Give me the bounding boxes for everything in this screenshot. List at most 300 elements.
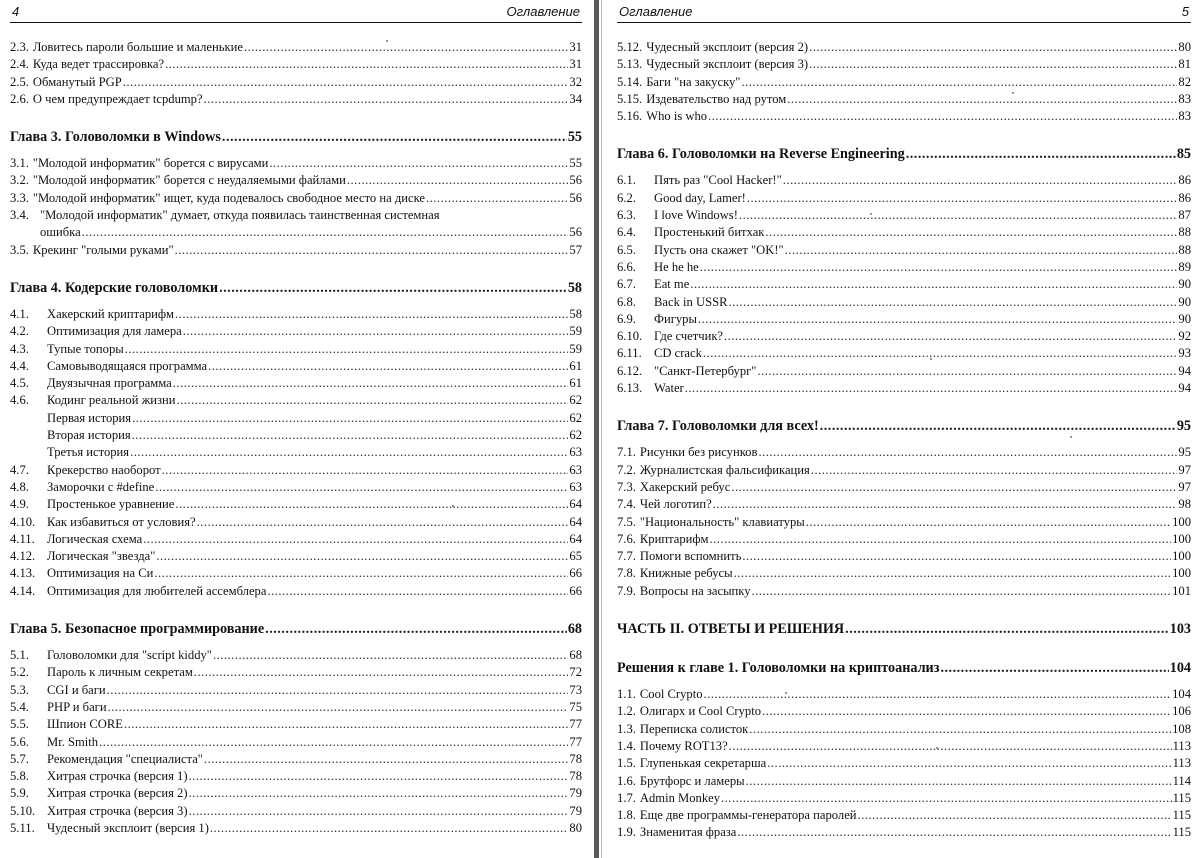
dot-leader: [154, 565, 568, 582]
entry-page: 87: [1178, 208, 1191, 223]
entry-number: 4.7.: [10, 462, 29, 477]
entry-title: Back in USSR: [654, 294, 728, 309]
toc-entry[interactable]: [10, 751, 582, 768]
entry-title: He he he: [654, 259, 699, 274]
entry-page: 98: [1178, 497, 1191, 512]
entry-number: 7.9.: [617, 583, 636, 598]
part-title: ЧАСТЬ II. ОТВЕТЫ И РЕШЕНИЯ: [617, 621, 845, 638]
entry-page: 93: [1178, 346, 1191, 361]
running-head: [617, 0, 1191, 23]
toc-entry[interactable]: [10, 306, 582, 323]
dot-leader: [713, 496, 1178, 513]
toc-entry[interactable]: [617, 91, 1191, 108]
toc-entry[interactable]: [10, 514, 582, 531]
toc-entry[interactable]: [10, 664, 582, 681]
entry-page: 72: [569, 665, 582, 680]
dot-leader: [213, 647, 568, 664]
dot-leader: [690, 276, 1177, 293]
entry-title: PHP и баги: [47, 699, 107, 714]
entry-page: 101: [1172, 583, 1191, 598]
toc-entry[interactable]: [617, 56, 1191, 73]
toc-entry[interactable]: [617, 721, 1191, 738]
entry-page: 94: [1178, 381, 1191, 396]
entry-title: Water: [654, 381, 684, 396]
entry-number: 6.12.: [617, 363, 643, 378]
toc-entry[interactable]: [10, 375, 582, 392]
entry-page: 31: [569, 40, 582, 54]
entry-number: 6.6.: [617, 259, 636, 274]
toc-entry[interactable]: [10, 785, 582, 802]
toc-entry[interactable]: [617, 311, 1191, 328]
entry-title: Логическая "звезда": [47, 549, 156, 564]
toc-entry[interactable]: [617, 108, 1191, 125]
toc-entry[interactable]: [10, 358, 582, 375]
entry-number: 5.16.: [617, 109, 643, 124]
entry-title: Заморочки с #define: [47, 479, 155, 494]
entry-page: 115: [1172, 790, 1191, 805]
entry-title: Оптимизация на Си: [47, 566, 154, 581]
chapter-title: Глава 6. Головоломки на Reverse Engineering: [617, 146, 905, 163]
entry-number: 1.5.: [617, 756, 636, 771]
entry-page: 56: [569, 190, 582, 205]
entry-number: 4.8.: [10, 479, 29, 494]
toc-entry[interactable]: [10, 531, 582, 548]
dot-leader: [762, 703, 1171, 720]
dot-leader: [210, 820, 569, 837]
toc-entry[interactable]: [617, 363, 1191, 380]
entry-number: 6.2.: [617, 190, 636, 205]
running-title: Оглавление: [506, 4, 580, 19]
toc-entry[interactable]: [10, 323, 582, 340]
toc-entry[interactable]: [10, 548, 582, 565]
entry-page: 61: [569, 358, 582, 373]
entry-page: 34: [569, 91, 582, 106]
page-number: 4: [12, 4, 20, 19]
entry-number: 5.4.: [10, 699, 29, 714]
entry-title: Рекомендация "специалиста": [47, 751, 203, 766]
dot-leader: [265, 619, 567, 639]
entry-number: 5.5.: [10, 717, 29, 732]
entry-page: 86: [1178, 173, 1191, 188]
entry-page: 77: [569, 734, 582, 749]
dot-leader: [703, 345, 1178, 362]
entry-page: 104: [1172, 687, 1191, 702]
entry-number: 5.11.: [10, 820, 35, 835]
toc-entry[interactable]: [617, 548, 1191, 565]
entry-title: Тупые топоры: [47, 341, 124, 356]
toc-entry[interactable]: [617, 190, 1191, 207]
entry-page: 62: [569, 393, 582, 408]
right-page: [607, 0, 1199, 858]
toc-entry[interactable]: [617, 259, 1191, 276]
toc-entry[interactable]: [10, 74, 582, 91]
dot-leader: [757, 363, 1177, 380]
dot-leader: [698, 311, 1177, 328]
entry-title: CD crack: [654, 346, 702, 361]
entry-title: Admin Monkey: [639, 790, 720, 805]
entry-page: 94: [1178, 363, 1191, 378]
entry-title: Простенькое уравнение: [47, 497, 175, 512]
chapter-heading[interactable]: [10, 127, 582, 147]
entry-page: 106: [1172, 704, 1191, 719]
chapter-title: Глава 7. Головоломки для всех!: [617, 418, 819, 435]
toc-entry[interactable]: [617, 444, 1191, 461]
toc-entry[interactable]: [617, 773, 1191, 790]
entry-title: Вторая история: [47, 428, 131, 443]
dot-leader: [132, 410, 568, 427]
dot-leader: [709, 531, 1171, 548]
dot-leader: [124, 716, 568, 733]
dot-leader: [204, 91, 569, 108]
toc-entry[interactable]: [10, 56, 582, 73]
entry-page: 90: [1178, 277, 1191, 292]
solutions-heading[interactable]: [617, 658, 1191, 678]
toc-entry[interactable]: [617, 755, 1191, 772]
entry-page: 59: [569, 324, 582, 339]
entry-title: Криптарифм: [639, 531, 709, 546]
entry-number: 7.3.: [617, 479, 636, 494]
entry-title: CGI и баги: [47, 682, 106, 697]
toc-entry[interactable]: [10, 647, 582, 664]
entry-page: 63: [569, 479, 582, 494]
dot-leader: [347, 172, 569, 189]
entry-number: 1.4.: [617, 738, 636, 753]
entry-page: 100: [1172, 531, 1191, 546]
scan-speck: [930, 358, 932, 360]
toc-entry[interactable]: [10, 172, 582, 189]
entry-page: 115: [1172, 808, 1191, 823]
toc-entry[interactable]: [10, 583, 582, 600]
scan-speck: [870, 213, 872, 215]
entry-page: 103: [1169, 621, 1191, 638]
entry-number: 6.5.: [617, 242, 636, 257]
toc-entry[interactable]: [10, 341, 582, 358]
entry-number: 4.6.: [10, 393, 29, 408]
entry-number: 3.3.: [10, 190, 29, 205]
entry-title: Книжные ребусы: [639, 566, 733, 581]
entry-page: 62: [569, 410, 582, 425]
dot-leader: [731, 479, 1177, 496]
dot-leader: [177, 392, 569, 409]
entry-page: 89: [1178, 259, 1191, 274]
entry-number: 1.9.: [617, 825, 636, 840]
entry-title: Глупенькая секретарша: [639, 756, 767, 771]
dot-leader: [108, 699, 569, 716]
entry-title: Крекинг "голыми руками": [32, 242, 174, 257]
entry-number: 2.5.: [10, 74, 29, 89]
entry-page: 80: [569, 820, 582, 835]
entry-number: 5.15.: [617, 91, 643, 106]
toc-subentry[interactable]: [10, 444, 582, 461]
entry-title-continued: ошибка: [40, 225, 81, 240]
entry-title: Переписка солисток: [639, 721, 749, 736]
entry-number: 5.13.: [617, 57, 643, 72]
toc-entry[interactable]: [617, 479, 1191, 496]
entry-page: 79: [569, 786, 582, 801]
toc-entry[interactable]: [10, 190, 582, 207]
entry-number: 1.3.: [617, 721, 636, 736]
entry-title: "Национальность" клавиатуры: [639, 514, 805, 529]
toc-subentry[interactable]: [10, 427, 582, 444]
entry-title: Логическая схема: [47, 531, 143, 546]
toc-entry[interactable]: [617, 824, 1191, 841]
entry-title: Хитрая строчка (версия 2): [47, 786, 188, 801]
chapter-heading[interactable]: [617, 416, 1191, 436]
entry-page: 75: [569, 699, 582, 714]
dot-leader: [704, 686, 1172, 703]
entry-number: 5.6.: [10, 734, 29, 749]
entry-page: 79: [569, 803, 582, 818]
entry-page: 108: [1172, 721, 1191, 736]
entry-title: Чудесный эксплоит (версия 3): [646, 57, 809, 72]
toc-entry[interactable]: [10, 734, 582, 751]
toc-entry[interactable]: [617, 345, 1191, 362]
dot-leader: [175, 242, 569, 259]
dot-leader: [752, 583, 1172, 600]
toc-entry[interactable]: [10, 392, 582, 409]
dot-leader: [155, 479, 568, 496]
dot-leader: [82, 224, 569, 241]
entry-number: 3.2.: [10, 173, 29, 188]
toc-entry[interactable]: [617, 565, 1191, 582]
running-title: Оглавление: [619, 4, 693, 19]
part-heading[interactable]: [617, 619, 1191, 639]
entry-page: 114: [1172, 773, 1191, 788]
chapter-heading[interactable]: [10, 278, 582, 298]
entry-title: Оптимизация для любителей ассемблера: [47, 583, 267, 598]
entry-title: Самовыводящаяся программа: [47, 358, 208, 373]
entry-page: 66: [569, 583, 582, 598]
dot-leader: [729, 738, 1172, 755]
toc-entry[interactable]: [10, 699, 582, 716]
toc-entry[interactable]: [617, 207, 1191, 224]
toc-entry[interactable]: [10, 565, 582, 582]
dot-leader: [197, 514, 569, 531]
entry-number: 4.9.: [10, 497, 29, 512]
toc-entry[interactable]: [10, 207, 582, 242]
entry-page: 86: [1178, 190, 1191, 205]
dot-leader: [269, 155, 568, 172]
entry-page: 56: [569, 225, 582, 240]
chapter-title: Глава 3. Головоломки в Windows: [10, 129, 221, 146]
toc-entry[interactable]: [10, 242, 582, 259]
entry-title: Первая история: [47, 410, 132, 425]
book-gutter: [592, 0, 607, 858]
entry-page: 82: [1178, 74, 1191, 89]
entry-page: 88: [1178, 225, 1191, 240]
entry-page: 97: [1178, 479, 1191, 494]
dot-leader: [809, 56, 1177, 73]
toc-entry[interactable]: [10, 496, 582, 513]
entry-title: Где счетчик?: [654, 329, 724, 344]
entry-title: Чудесный эксплоит (версия 2): [646, 40, 809, 54]
dot-leader: [189, 785, 569, 802]
toc-entry[interactable]: [10, 39, 582, 56]
dot-leader: [219, 278, 567, 298]
entry-page: 55: [569, 156, 582, 171]
toc-entry[interactable]: [617, 583, 1191, 600]
entry-page: 57: [569, 242, 582, 257]
entry-page: 90: [1178, 311, 1191, 326]
entry-number: 1.7.: [617, 790, 636, 805]
toc-entry[interactable]: [617, 242, 1191, 259]
entry-number: 2.6.: [10, 91, 29, 106]
dot-leader: [721, 790, 1172, 807]
chapter-heading[interactable]: [617, 144, 1191, 164]
toc-entry[interactable]: [617, 328, 1191, 345]
toc-entry[interactable]: [10, 768, 582, 785]
entry-number: 5.8.: [10, 769, 29, 784]
dot-leader: [734, 565, 1172, 582]
entry-number: 5.2.: [10, 665, 29, 680]
entry-number: 6.9.: [617, 311, 636, 326]
chapter-title: Глава 4. Кодерские головоломки: [10, 279, 219, 296]
toc-entry[interactable]: [617, 496, 1191, 513]
dot-leader: [204, 751, 568, 768]
entry-number: 5.14.: [617, 74, 643, 89]
entry-title: Пароль к личным секретам: [47, 665, 193, 680]
entry-number: 3.4.: [10, 208, 29, 223]
toc-entry[interactable]: [617, 276, 1191, 293]
entry-number: 4.14.: [10, 583, 36, 598]
entry-number: 7.6.: [617, 531, 636, 546]
toc-entry[interactable]: [617, 531, 1191, 548]
entry-title: Издевательство над рутом: [646, 91, 787, 106]
entry-page: 113: [1172, 738, 1191, 753]
toc-entry[interactable]: [617, 74, 1191, 91]
entry-number: 6.10.: [617, 329, 643, 344]
toc-entry[interactable]: [10, 479, 582, 496]
toc-entry[interactable]: [10, 820, 582, 837]
toc-entry[interactable]: [617, 224, 1191, 241]
dot-leader: [132, 427, 569, 444]
entry-title: Who is who: [646, 109, 708, 124]
dot-leader: [123, 74, 569, 91]
dot-leader: [685, 380, 1178, 397]
toc-entry[interactable]: [617, 686, 1191, 703]
dot-leader: [806, 514, 1171, 531]
entry-number: 4.10.: [10, 514, 36, 529]
chapter-heading[interactable]: [10, 619, 582, 639]
entry-page: 100: [1172, 566, 1191, 581]
dot-leader: [708, 108, 1177, 125]
entry-page: 58: [567, 279, 582, 296]
entry-page: 73: [569, 682, 582, 697]
entry-page: 65: [569, 549, 582, 564]
dot-leader: [728, 294, 1177, 311]
dot-leader: [724, 328, 1177, 345]
chapter-title: Решения к главе 1. Головоломки на криптоанализ: [617, 660, 940, 677]
entry-number: 5.1.: [10, 648, 29, 663]
entry-title: Хакерский криптарифм: [47, 306, 175, 321]
toc-entry[interactable]: [617, 462, 1191, 479]
toc-entry[interactable]: [617, 172, 1191, 189]
entry-page: 68: [567, 621, 582, 638]
entry-title: Третья история: [47, 445, 130, 460]
entry-number: 4.4.: [10, 358, 29, 373]
entry-title: Фигуры: [654, 311, 697, 326]
dot-leader: [811, 462, 1178, 479]
toc-entry[interactable]: [10, 155, 582, 172]
entry-title: Куда ведет трассировка?: [32, 57, 165, 72]
entry-page: 66: [569, 566, 582, 581]
entry-title: О чем предупреждает tcpdump?: [32, 91, 203, 106]
dot-leader: [749, 721, 1171, 738]
toc-entry[interactable]: [10, 682, 582, 699]
dot-leader: [173, 375, 569, 392]
dot-leader: [783, 172, 1178, 189]
toc-entry[interactable]: [617, 738, 1191, 755]
entry-title: Хитрая строчка (версия 3): [47, 803, 188, 818]
entry-page: 63: [569, 462, 582, 477]
toc-entry[interactable]: [10, 716, 582, 733]
entry-number: 5.7.: [10, 751, 29, 766]
entry-title: Еще две программы-генератора паролей: [639, 808, 857, 823]
entry-title: "Молодой информатик" думает, откуда появилась таинственная системная: [40, 208, 440, 223]
entry-number: 1.6.: [617, 773, 636, 788]
toc-subentry[interactable]: [10, 410, 582, 427]
entry-number: 4.2.: [10, 324, 29, 339]
entry-number: 7.2.: [617, 462, 636, 477]
entry-number: 7.7.: [617, 549, 636, 564]
dot-leader: [130, 444, 568, 461]
entry-number: 7.5.: [617, 514, 636, 529]
toc-entry[interactable]: [10, 803, 582, 820]
entry-title: Eat me: [654, 277, 690, 292]
entry-page: 115: [1172, 825, 1191, 840]
toc-entry[interactable]: [10, 91, 582, 108]
entry-page: 95: [1176, 418, 1191, 435]
entry-title: Журналистская фальсификация: [639, 462, 810, 477]
entry-title: Брутфорс и ламеры: [639, 773, 745, 788]
entry-page: 61: [569, 376, 582, 391]
dot-leader: [156, 548, 568, 565]
toc-entry[interactable]: [617, 703, 1191, 720]
toc-entry[interactable]: [617, 294, 1191, 311]
dot-leader: [737, 824, 1171, 841]
entry-title: Хакерский ребус: [639, 479, 731, 494]
toc-entry[interactable]: [617, 380, 1191, 397]
entry-number: 1.2.: [617, 704, 636, 719]
dot-leader: [785, 242, 1178, 259]
toc-entry[interactable]: [617, 790, 1191, 807]
toc-entry[interactable]: [10, 462, 582, 479]
toc-entry[interactable]: [617, 807, 1191, 824]
entry-title: "Молодой информатик" борется с вирусами: [32, 156, 269, 171]
entry-title: Чей логотип?: [639, 497, 712, 512]
entry-number: 6.3.: [617, 208, 636, 223]
toc-entry[interactable]: [617, 39, 1191, 56]
entry-title: Баги "на закуску": [646, 74, 741, 89]
entry-page: 64: [569, 514, 582, 529]
entry-page: 81: [1178, 57, 1191, 72]
dot-leader: [758, 444, 1177, 461]
entry-page: 32: [569, 74, 582, 89]
entry-page: 83: [1178, 91, 1191, 106]
entry-title: Помоги вспомнить: [639, 549, 742, 564]
dot-leader: [107, 682, 569, 699]
entry-title: Хитрая строчка (версия 1): [47, 769, 188, 784]
dot-leader: [747, 190, 1178, 207]
dot-leader: [742, 548, 1171, 565]
entry-page: 64: [569, 531, 582, 546]
entry-number: 4.13.: [10, 566, 36, 581]
entry-page: 62: [569, 428, 582, 443]
dot-leader: [208, 358, 568, 375]
entry-title: Рисунки без рисунков: [639, 445, 758, 460]
dot-leader: [858, 807, 1172, 824]
toc-entry[interactable]: [617, 514, 1191, 531]
